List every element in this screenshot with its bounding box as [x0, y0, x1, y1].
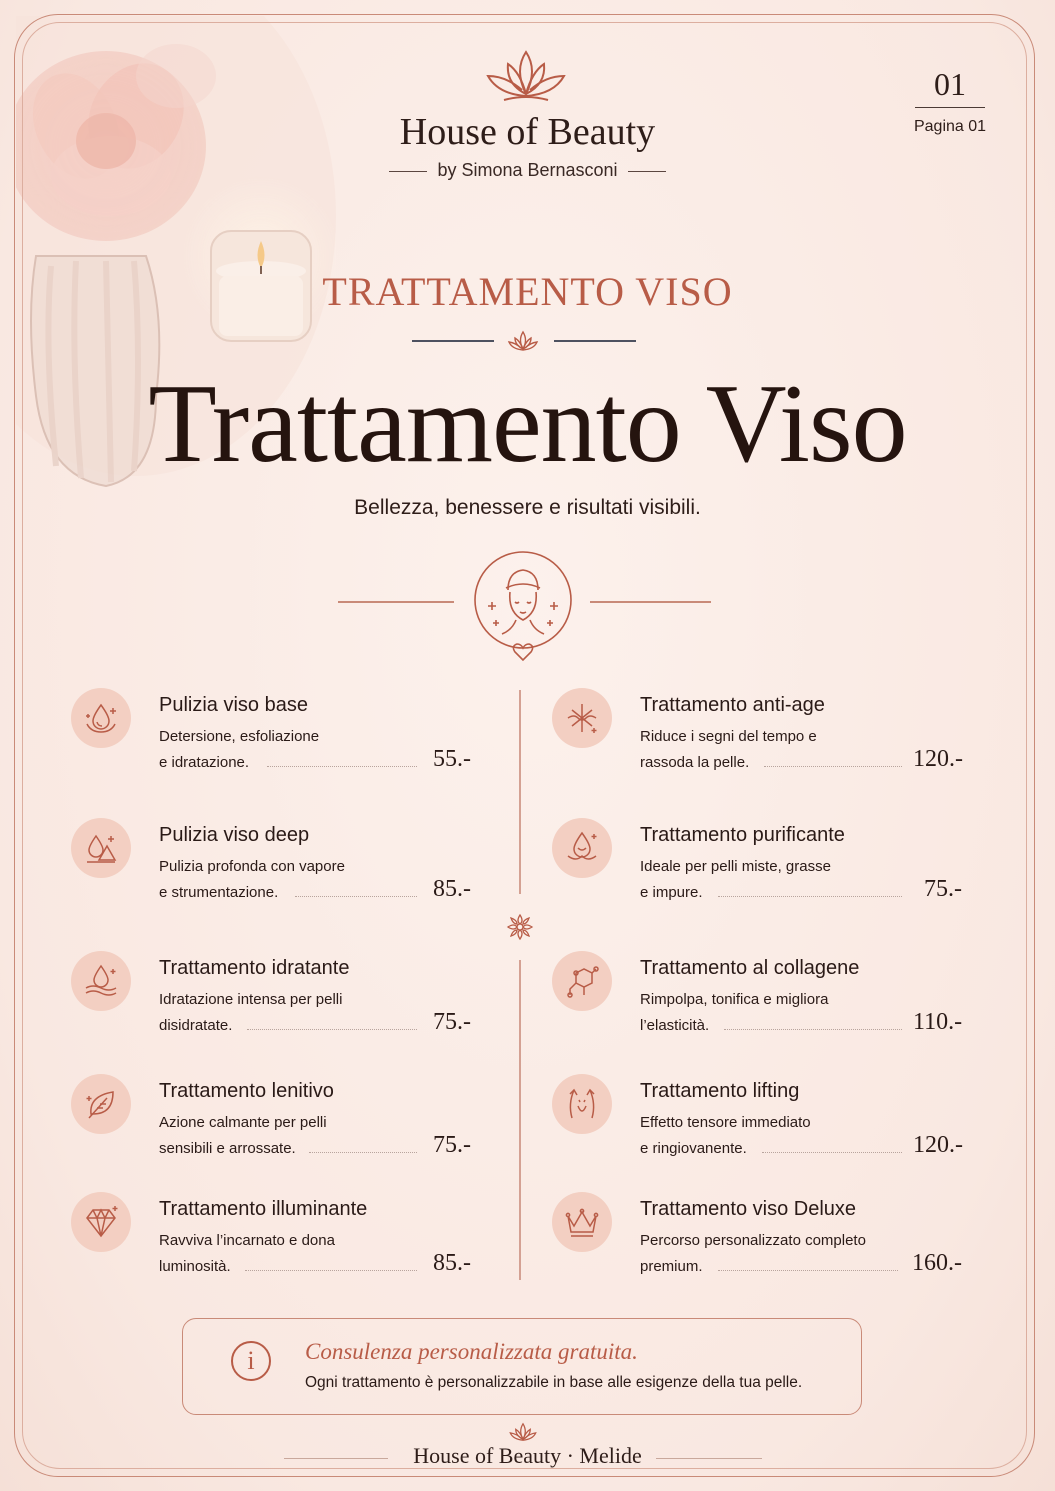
page-label: Pagina 01 [913, 118, 987, 135]
treatment-description: Detersione, esfoliazione [159, 728, 320, 745]
treatment-name: Trattamento al collagene [640, 957, 860, 979]
treatment-price: 110.- [913, 1009, 963, 1035]
treatment-name: Trattamento anti-age [640, 694, 825, 716]
price-leader [245, 1270, 417, 1271]
column-divider-bottom [519, 960, 521, 1280]
treatment-description: Riduce i segni del tempo e [640, 728, 817, 745]
page-indicator [912, 66, 988, 136]
inner-frame [22, 22, 1027, 1469]
treatment-description: luminosità. [159, 1258, 231, 1275]
treatment-description: Rimpolpa, tonifica e migliora [640, 991, 829, 1008]
purifying-drop-icon [552, 818, 612, 878]
treatment-price: 85.- [433, 876, 471, 902]
info-icon: i [231, 1341, 271, 1381]
price-leader [762, 1152, 902, 1153]
treatment-name: Trattamento purificante [640, 824, 845, 846]
treatment-price: 120.- [913, 746, 963, 772]
treatment-description: e strumentazione. [159, 884, 279, 901]
small-lotus-icon [507, 330, 539, 352]
treatment-description: sensibili e arrossate. [159, 1140, 296, 1157]
face-care-icon [470, 550, 576, 664]
flower-ornament-icon [506, 913, 534, 941]
molecule-icon [552, 951, 612, 1011]
treatment-description: Idratazione intensa per pelli [159, 991, 343, 1008]
face-divider-left [338, 601, 454, 603]
treatment-description: l’elasticità. [640, 1017, 710, 1034]
treatment-name: Pulizia viso deep [159, 824, 310, 846]
column-divider-top [519, 690, 521, 894]
treatment-description: Effetto tensore immediato [640, 1114, 811, 1131]
treatment-name: Trattamento lifting [640, 1080, 800, 1102]
info-text: Ogni trattamento è personalizzabile in base alle esigenze della tua pelle. [305, 1374, 803, 1391]
brand-name: House of Beauty [399, 111, 656, 153]
treatment-description: disidratate. [159, 1017, 233, 1034]
treatment-description: rassoda la pelle. [640, 754, 750, 771]
price-leader [724, 1029, 902, 1030]
tagline: Bellezza, benessere e risultati visibili. [354, 496, 701, 519]
treatment-price: 160.- [912, 1250, 962, 1276]
treatment-price: 75.- [433, 1132, 471, 1158]
byline-right-rule [628, 171, 666, 172]
treatment-description: Percorso personalizzato completo [640, 1232, 866, 1249]
treatment-price: 85.- [433, 1250, 471, 1276]
treatment-name: Pulizia viso base [159, 694, 308, 716]
page-title: Trattamento Viso [148, 362, 907, 486]
price-leader [718, 1270, 898, 1271]
section-divider-right [554, 340, 636, 342]
page-number: 01 [934, 66, 966, 102]
crown-icon [552, 1192, 612, 1252]
price-leader [718, 896, 902, 897]
footer-rule-right [656, 1458, 762, 1459]
treatment-name: Trattamento lenitivo [159, 1080, 334, 1102]
treatment-price: 75.- [433, 1009, 471, 1035]
hydration-drop-icon [71, 951, 131, 1011]
info-title: Consulenza personalizzata gratuita. [305, 1339, 638, 1364]
byline-text: by Simona Bernasconi [437, 160, 618, 180]
treatment-description: Pulizia profonda con vapore [159, 858, 345, 875]
treatment-price: 120.- [913, 1132, 963, 1158]
treatment-name: Trattamento idratante [159, 957, 350, 979]
footer-lotus-icon [508, 1422, 538, 1442]
byline-left-rule [389, 171, 427, 172]
footer-text: House of Beauty · Melide [413, 1443, 642, 1468]
treatment-description: e idratazione. [159, 754, 250, 771]
price-leader [267, 766, 417, 767]
treatment-description: Ideale per pelli miste, grasse [640, 858, 831, 875]
price-leader [309, 1152, 417, 1153]
treatment-description: Azione calmante per pelli [159, 1114, 327, 1131]
treatment-price: 75.- [924, 876, 962, 902]
diamond-icon [71, 1192, 131, 1252]
treatment-description: Ravviva l’incarnato e dona [159, 1232, 335, 1249]
section-label: TRATTAMENTO VISO [322, 269, 733, 314]
water-drop-icon [71, 688, 131, 748]
treatment-description: premium. [640, 1258, 703, 1275]
price-leader [764, 766, 902, 767]
treatment-description: e impure. [640, 884, 703, 901]
consultation-info-box [182, 1318, 862, 1415]
page-number-rule [915, 107, 985, 108]
steam-drops-icon [71, 818, 131, 878]
price-leader [247, 1029, 417, 1030]
price-leader [295, 896, 417, 897]
leaf-icon [71, 1074, 131, 1134]
treatment-price: 55.- [433, 746, 471, 772]
lotus-logo-icon [482, 44, 570, 104]
face-divider-right [590, 601, 711, 603]
brand-byline [0, 160, 1055, 181]
section-divider-left [412, 340, 494, 342]
treatment-description: e ringiovanente. [640, 1140, 747, 1157]
treatment-name: Trattamento viso Deluxe [640, 1198, 857, 1220]
treatment-name: Trattamento illuminante [159, 1198, 368, 1220]
lifting-arrows-icon [552, 1074, 612, 1134]
anti-age-icon [552, 688, 612, 748]
